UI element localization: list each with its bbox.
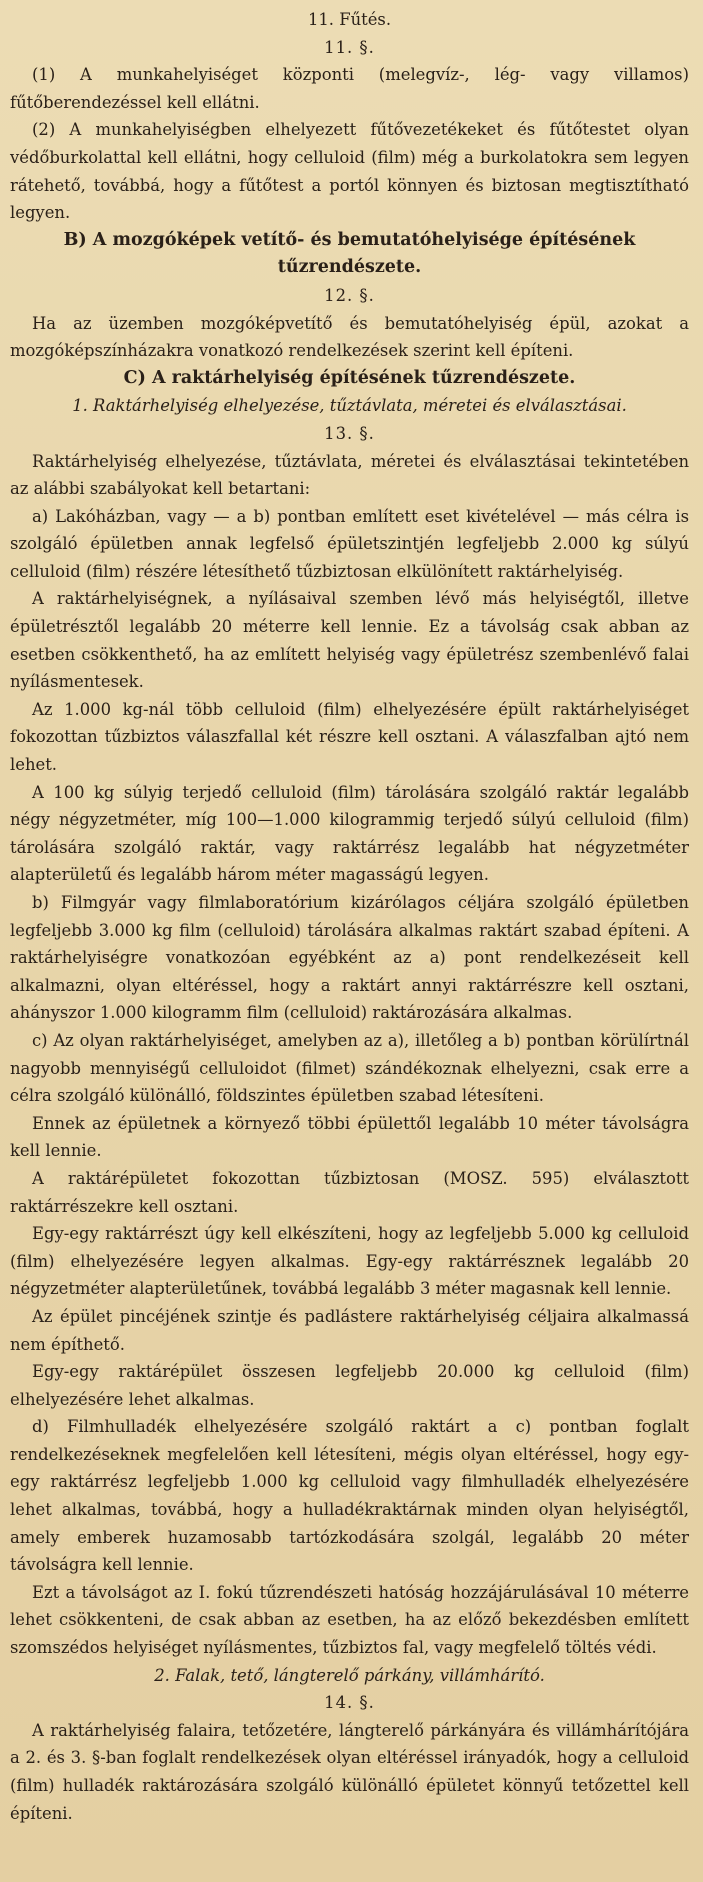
section-number-12: 12. §. [324,285,375,305]
subheading-2: 2. Falak, tető, lángterelő párkány, villámhárító. [154,1665,545,1685]
paragraph-13-a: a) Lakóházban, vagy — a b) pontban említett eset kivételével — más célra is szolgáló épületben annak legfelső épületszintjén legfeljebb 2.000 kg súlyú celluloid (film) részére létesíthető tűzbiztosan elkülönített raktárhelyiség. [10,506,689,581]
paragraph-13-a2: A raktárhelyiségnek, a nyílásaival szemben lévő más helyiségtől, illetve épületrésztől legalább 20 méterre kell lennie. Ez a távolság csak abban az esetben csökkenthető, ha az említett helyiség vagy épületrész szembenlévő falai nyílásmentesek. [10,589,689,692]
paragraph-14: A raktárhelyiség falaira, tetőzetére, lángterelő párkányára és villámhárítójára a 2. és 3. §-ban foglalt rendelkezések olyan eltéréssel irányadók, hogy a celluloid (film) hulladék raktározására szolgáló különálló épületet könnyű tetőzettel kell építeni. [10,1720,689,1823]
paragraph-13-c5: Az épület pincéjének szintje és padlástere raktárhelyiség céljaira alkalmassá nem építhető. [10,1306,689,1354]
paragraph-13-a3: Az 1.000 kg-nál több celluloid (film) elhelyezésére épült raktárhelyiséget fokozottan tűzbiztos válaszfallal két részre kell osztani. A válaszfalban ajtó nem lehet. [10,699,689,775]
section-number-11: 11. §. [324,37,375,57]
subheading-1: 1. Raktárhelyiség elhelyezése, tűztávlata, méretei és elválasztásai. [72,396,627,416]
section-number-14: 14. §. [324,1693,375,1713]
paragraph-11-1: (1) A munkahelyiséget központi (melegvíz-, lég- vagy villamos) fűtőberendezéssel kell ellátni. [10,65,689,112]
chapter-heading-futes: 11. Fűtés. [307,10,392,29]
chapter-heading-b: B) A mozgóképek vetítő- és bemutatóhelyisége építésének tűzrendészete. [63,229,636,278]
section-number-13: 13. §. [324,423,375,443]
paragraph-13-c: c) Az olyan raktárhelyiséget, amelyben az a), illetőleg a b) pontban körülírtnál nagyobb mennyiségű celluloidot (filmet) szándékoznak elhelyezni, csak erre a célra szolgáló különálló, földszintes épületben szabad létesíteni. [10,1030,689,1106]
paragraph-13-d2: Ezt a távolságot az I. fokú tűzrendészeti hatóság hozzájárulásával 10 méterre lehet csökkenteni, de csak abban az esetben, ha az előző bekezdésben említett szomszédos helyiséget nyílásmentes, tűzbiztos fal, vagy megfelelő töltés védi. [10,1582,689,1658]
paragraph-13-b: b) Filmgyár vagy filmlaboratórium kizárólagos céljára szolgáló épületben legfeljebb 3.000 kg film (celluloid) tárolására alkalmas raktárt szabad építeni. A raktárhelyiségre vonatkozóan egyébként az a) pont rendelkezéseit kell alkalmazni, olyan eltéréssel, hogy a raktárt annyi raktárrészre kell osztani, ahányszor 1.000 kilogramm film (celluloid) raktározására alkalmas. [10,893,689,1023]
paragraph-11-2: (2) A munkahelyiségben elhelyezett fűtővezetékeket és fűtőtestet olyan védőburkolattal kell ellátni, hogy celluloid (film) még a burkolatokra sem legyen rátehető, továbbá, hogy a fűtőtest a portól könnyen és biztosan megtisztítható legyen. [10,120,689,223]
paragraph-13-intro: Raktárhelyiség elhelyezése, tűztávlata, méretei és elválasztásai tekintetében az alábbi szabályokat kell betartani: [10,451,689,499]
chapter-heading-c: C) A raktárhelyiség építésének tűzrendészete. [123,367,576,388]
paragraph-13-c6: Egy-egy raktárépület összesen legfeljebb 20.000 kg celluloid (film) elhelyezésére lehet alkalmas. [10,1362,689,1409]
paragraph-13-c2: Ennek az épületnek a környező többi épülettől legalább 10 méter távolságra kell lennie. [10,1113,689,1161]
paragraph-13-a4: A 100 kg súlyig terjedő celluloid (film) tárolására szolgáló raktár legalább négy négyzetméter, míg 100—1.000 kilogrammig terjedő súlyú celluloid (film) tárolására szolgáló raktár, vagy raktárrész legalább hat négyzetméter alapterületű és legalább három méter magasságú legyen. [10,782,689,885]
paragraph-12: Ha az üzemben mozgóképvetítő és bemutatóhelyiség épül, azokat a mozgóképszínházakra vonatkozó rendelkezések szerint kell építeni. [10,313,689,361]
paragraph-13-d: d) Filmhulladék elhelyezésére szolgáló raktárt a c) pontban foglalt rendelkezéseknek megfelelően kell létesíteni, mégis olyan eltéréssel, hogy egy-egy raktárrész legfeljebb 1.000 kg celluloid vagy filmhulladék elhelyezésére lehet alkalmas, továbbá, hogy a hulladékraktárnak minden olyan helyiségtől, amely emberek huzamosabb tartózkodására szolgál, legalább 20 méter távolságra kell lennie. [10,1417,689,1575]
paragraph-13-c4: Egy-egy raktárrészt úgy kell elkészíteni, hogy az legfeljebb 5.000 kg celluloid (film) elhelyezésére legyen alkalmas. Egy-egy raktárrésznek legalább 20 négyzetméter alapterületűnek, továbbá legalább 3 méter magasnak kell lennie. [10,1224,689,1299]
paragraph-13-c3: A raktárépületet fokozottan tűzbiztosan (MOSZ. 595) elválasztott raktárrészekre kell osztani. [10,1168,689,1216]
